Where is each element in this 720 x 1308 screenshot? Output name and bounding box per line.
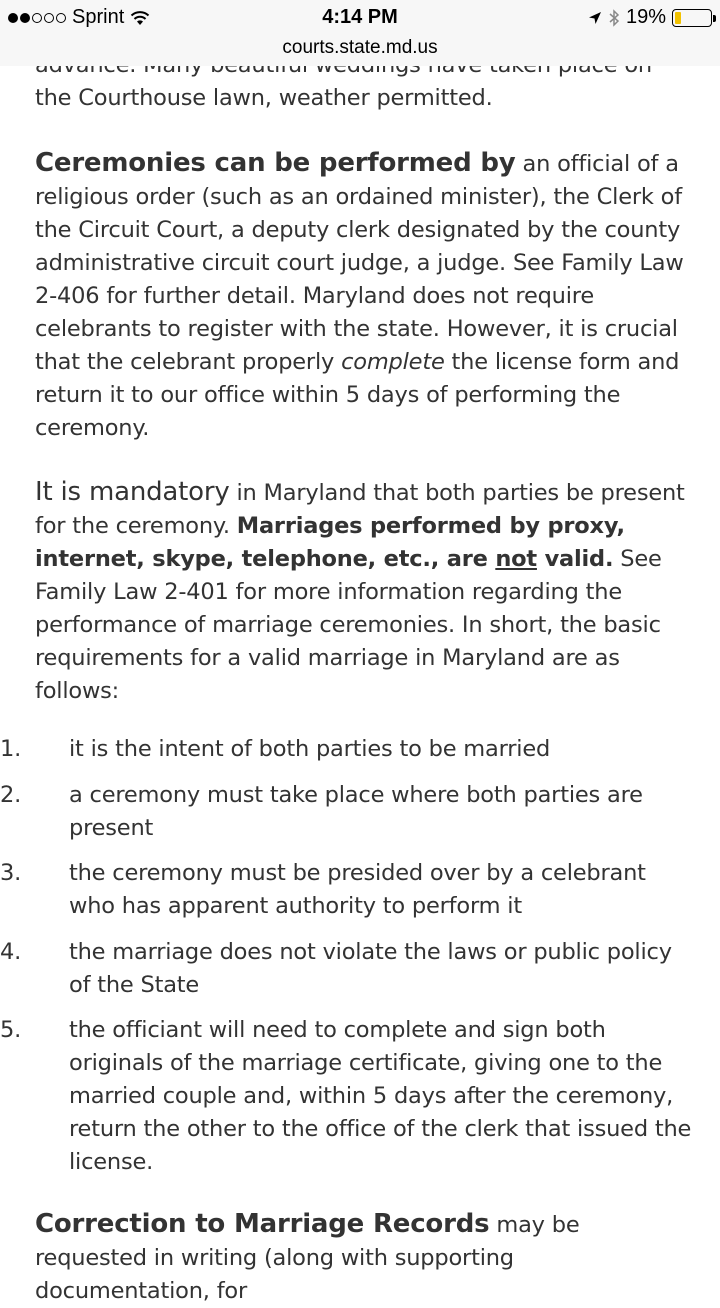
list-item	[0, 779, 694, 845]
battery-icon	[672, 9, 712, 27]
status-right	[588, 6, 712, 29]
ceremonies-text-b: the license form and return it to our office within 5 days of performing the ceremony.	[35, 349, 680, 441]
article-content	[0, 55, 720, 1304]
list-item-text: a ceremony must take place where both parties are present	[69, 782, 643, 841]
proxy-warning-not: not	[495, 546, 537, 572]
correction-text: may be requested in writing (along with supporting documentation, for	[35, 1212, 580, 1304]
correction-paragraph	[35, 1208, 695, 1308]
intro-end-line: the Courthouse lawn, weather permitted.	[35, 85, 493, 111]
list-item-text: the officiant will need to complete and sign both originals of the marriage certificate, giving one to the married couple and, within 5 days after the ceremony, return the other to the office of the clerk that issued the license.	[69, 1017, 692, 1175]
ceremonies-paragraph	[35, 147, 695, 445]
mandatory-lead: It is mandatory	[35, 477, 230, 507]
list-item	[0, 733, 694, 766]
mandatory-text-a: in Maryland that both parties be present for the ceremony.	[35, 480, 685, 539]
list-item	[0, 936, 694, 1002]
list-item-number: 2.	[0, 782, 22, 808]
list-item-number: 3.	[0, 860, 22, 886]
list-item-text: the marriage does not violate the laws or public policy of the State	[69, 939, 672, 998]
ceremonies-text-a: an official of a religious order (such as an ordained minister), the Clerk of the Circuit Court, a deputy clerk designated by the county administrative circuit court judge, a judge. See Family Law 2-406 for further detail. Maryland does not require celebrants to register with the state. However, it is crucial that the celebrant properly	[35, 151, 684, 375]
bluetooth-icon	[608, 9, 620, 27]
list-item-number: 1.	[0, 736, 22, 762]
list-item-number: 5.	[0, 1017, 22, 1043]
correction-lead: Correction to Marriage Records	[35, 1209, 490, 1239]
list-item-text: the ceremony must be presided over by a celebrant who has apparent authority to perform it	[69, 860, 646, 919]
mandatory-text-b: See Family Law 2-401 for more information regarding the performance of marriage ceremonies. In short, the basic requirements for a valid marriage in Maryland are as follows:	[35, 546, 662, 704]
browser-chrome	[0, 0, 720, 72]
url-text[interactable]: courts.state.md.us	[282, 37, 438, 58]
list-item	[0, 857, 694, 923]
proxy-warning-b: valid.	[536, 546, 614, 572]
list-item-number: 4.	[0, 939, 22, 965]
list-item	[0, 1014, 694, 1179]
battery-level-fill	[675, 12, 681, 24]
ceremonies-lead: Ceremonies can be performed by	[35, 148, 516, 178]
battery-percent: 19%	[625, 6, 666, 28]
carrier-name: Sprint	[72, 6, 125, 28]
ceremonies-emphasis: complete	[341, 349, 445, 375]
location-arrow-icon	[588, 11, 602, 25]
proxy-warning-a: Marriages performed by proxy, internet, skype, telephone, etc., are	[35, 513, 625, 572]
status-bar	[0, 0, 720, 36]
list-item-text: it is the intent of both parties to be married	[69, 736, 551, 762]
mandatory-paragraph	[35, 476, 695, 708]
status-time: 4:14 PM	[322, 6, 398, 28]
url-bar[interactable]	[0, 36, 720, 66]
